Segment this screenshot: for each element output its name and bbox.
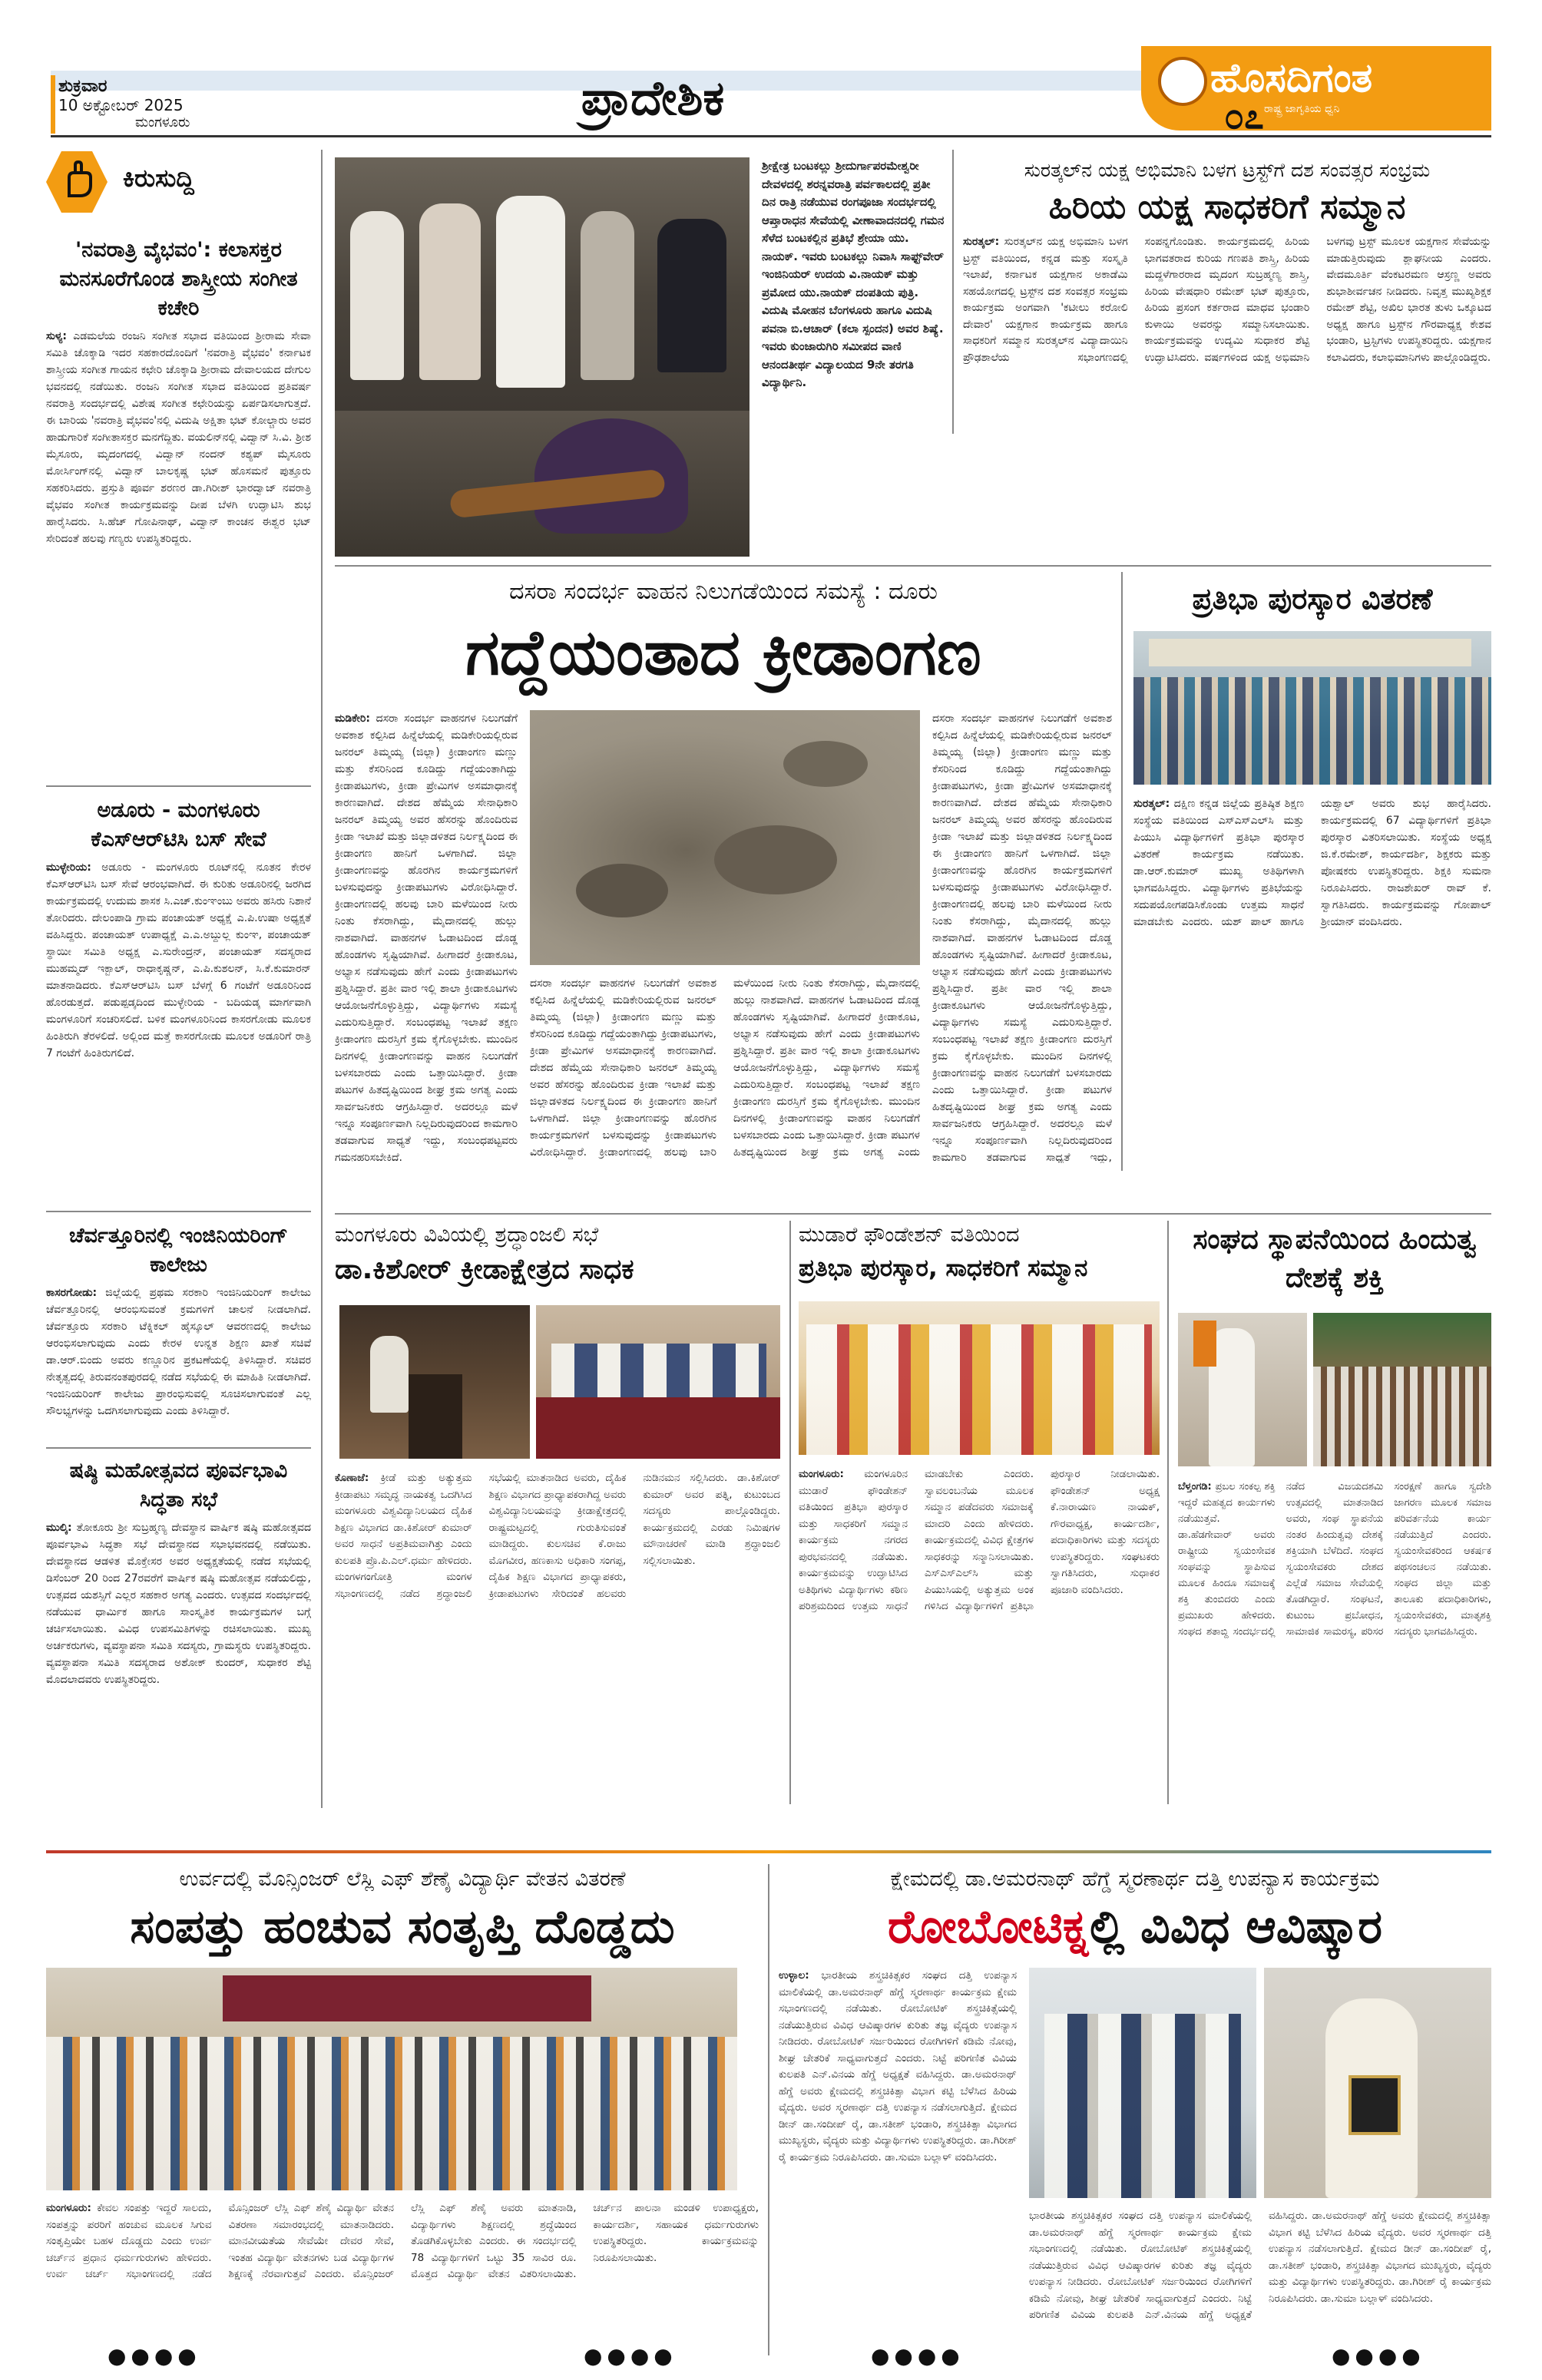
story-body bbox=[335, 710, 518, 1163]
story-kicker: ಮಂಗಳೂರು ವಿವಿಯಲ್ಲಿ ಶ್ರದ್ಧಾಂಜಲಿ ಸಭೆ bbox=[335, 1223, 599, 1247]
column-divider bbox=[1167, 1221, 1169, 1804]
masthead bbox=[0, 0, 1542, 142]
mudare-story bbox=[799, 1221, 1160, 1804]
story-body-continued bbox=[1029, 2208, 1491, 2343]
headline-rest: ನಲ್ಲಿ ವಿವಿಧ ಆವಿಷ್ಕಾರ bbox=[1089, 1900, 1382, 1954]
pratibha-group-photo bbox=[1133, 631, 1491, 785]
kirusuddi-header bbox=[46, 150, 311, 219]
story-body bbox=[1133, 795, 1491, 1164]
story-text: ಮಂಗಳೂರಿನ ಮುಡಾರೆ ಫೌಂಡೇಶನ್ ವತಿಯಿಂದ ಪ್ರತಿಭಾ ಪುರಸ್ಕಾರ ಮತ್ತು ಸಾಧಕರಿಗೆ ಸಮ್ಮಾನ ಕಾರ್ಯಕ್ರಮ ನಗರದ ಪುರಭವನದಲ್ಲಿ ನಡೆಯಿತು. ಕಾರ್ಯಕ್ರಮವನ್ನು ಉದ್ಘಾಟಿಸಿದ ಅತಿಥಿಗಳು ವಿದ್ಯಾರ್ಥಿಗಳು ಕಠಿಣ ಪರಿಶ್ರಮದಿಂದ ಉತ್ತಮ ಸಾಧನೆ ಮಾಡಬೇಕು ಎಂದರು. ಸ್ವಾವಲಂಬನೆಯ ಮೂಲಕ ಸಮ್ಮಾನ ಪಡೆದವರು ಸಮಾಜಕ್ಕೆ ಮಾದರಿ ಎಂದು ಹೇಳಿದರು. ಕಾರ್ಯಕ್ರಮದಲ್ಲಿ ವಿವಿಧ ಕ್ಷೇತ್ರಗಳ ಸಾಧಕರನ್ನು ಸನ್ಮಾನಿಸಲಾಯಿತು. ಎಸ್ಎಸ್ಎಲ್‌ಸಿ ಮತ್ತು ಪಿಯುಸಿಯಲ್ಲಿ ಅತ್ಯುತ್ತಮ ಅಂಕ ಗಳಿಸಿದ ವಿದ್ಯಾರ್ಥಿಗಳಿಗೆ ಪ್ರತಿಭಾ ಪುರಸ್ಕಾರ ನೀಡಲಾಯಿತು. ಫೌಂಡೇಶನ್ ಅಧ್ಯಕ್ಷ ಕೆ.ನಾರಾಯಣ ನಾಯಕ್, ಗೌರವಾಧ್ಯಕ್ಷ, ಕಾರ್ಯದರ್ಶಿ, ಪದಾಧಿಕಾರಿಗಳು ಮತ್ತು ಸದಸ್ಯರು ಉಪಸ್ಥಿತರಿದ್ದರು. ಸಂಘಟಕರು ಸ್ವಾಗತಿಸಿದರು, ಸುಧಾಕರ ಪೂಜಾರಿ ವಂದಿಸಿದರು. bbox=[799, 1468, 1160, 1612]
temple-photo-caption: ಶ್ರೀಕ್ಷೇತ್ರ ಬಂಟಕಲ್ಲು ಶ್ರೀದುರ್ಗಾಪರಮೇಶ್ವರೀ ದೇವಳದಲ್ಲಿ ಶರನ್ನವರಾತ್ರಿ ಪರ್ವಕಾಲದಲ್ಲಿ ಪ್ರತೀ ದಿನ ರಾತ್ರಿ ನಡೆಯುವ ರಂಗಪೂಜಾ ಸಂದರ್ಭದಲ್ಲಿ ಆಪ್ತಾರಾಧನ ಸೇವೆಯಲ್ಲಿ ವೀಣಾವಾದನದಲ್ಲಿ ಗಮನ ಸೆಳೆದ ಬಂಟಕಲ್ಲಿನ ಪ್ರತಿಭೆ ಶ್ರೇಯಾ ಯು. ನಾಯಕ್. ಇವರು ಬಂಟಕಲ್ಲು ನಿವಾಸಿ ಸಾಫ್ಟ್‌ವೇರ್ ಇಂಜಿನಿಯರ್ ಉದಯ ವಿ.ನಾಯಕ್ ಮತ್ತು ಪ್ರಮೋದ ಯು.ನಾಯಕ್ ದಂಪತಿಯ ಪುತ್ರಿ. ವಿದುಷಿ ಮೋಹನ ಬೆಂಗಳೂರು ಹಾಗೂ ವಿದುಷಿ ಪವನಾ ಬಿ.ಆಚಾರ್ (ಕಲಾ ಸ್ಪಂದನ) ಅವರ ಶಿಷ್ಯೆ. ಇವರು ಕುಂಜಾರುಗಿರಿ ಸಮೀಪದ ವಾಣಿ ಆನಂದತೀರ್ಥ ವಿದ್ಯಾಲಯದ 9ನೇ ತರಗತಿ ವಿದ್ಯಾರ್ಥಿನಿ. bbox=[762, 159, 945, 389]
kirusuddi-title: ಕಿರುಸುದ್ದಿ bbox=[123, 164, 194, 193]
photo-guests bbox=[1044, 2014, 1241, 2198]
story-body-continued bbox=[530, 975, 920, 1163]
dateline: ಉಳ್ಳಾಲ: bbox=[779, 1969, 809, 1982]
shraddhanjali-photo-left bbox=[339, 1305, 530, 1459]
story-text: ಭಾರತೀಯ ಶಸ್ತ್ರಚಿಕಿತ್ಸಕರ ಸಂಘದ ದತ್ತಿ ಉಪನ್ಯಾಸ ಮಾಲಿಕೆಯಲ್ಲಿ ಡಾ.ಅಮರನಾಥ್ ಹೆಗ್ಡೆ ಸ್ಮರಣಾರ್ಥ ಕಾರ್ಯಕ್ರಮ ಕ್ಷೇಮ ಸಭಾಂಗಣದಲ್ಲಿ ನಡೆಯಿತು. ರೋಬೋಟಿಕ್ ಶಸ್ತ್ರಚಿಕಿತ್ಸೆಯಲ್ಲಿ ನಡೆಯುತ್ತಿರುವ ವಿವಿಧ ಆವಿಷ್ಕಾರಗಳ ಕುರಿತು ತಜ್ಞ ವೈದ್ಯರು ಉಪನ್ಯಾಸ ನೀಡಿದರು. ರೋಬೋಟಿಕ್ ಸರ್ಜರಿಯಿಂದ ರೋಗಿಗಳಿಗೆ ಕಡಿಮೆ ನೋವು, ಶೀಘ್ರ ಚೇತರಿಕೆ ಸಾಧ್ಯವಾಗುತ್ತದೆ ಎಂದರು. ನಿಟ್ಟೆ ಪರಿಗಣಿತ ವಿವಿಯ ಕುಲಪತಿ ಎನ್.ವಿನಯ ಹೆಗ್ಡೆ ಅಧ್ಯಕ್ಷತೆ ವಹಿಸಿದ್ದರು. ಡಾ.ಅಮರನಾಥ್ ಹೆಗ್ಡೆ ಅವರು ಕ್ಷೇಮದಲ್ಲಿ ಶಸ್ತ್ರಚಿಕಿತ್ಸಾ ವಿಭಾಗ ಕಟ್ಟಿ ಬೆಳೆಸಿದ ಹಿರಿಯ ವೈದ್ಯರು. ಅವರ ಸ್ಮರಣಾರ್ಥ ದತ್ತಿ ಉಪನ್ಯಾಸ ನಡೆಸಲಾಗುತ್ತಿದೆ. ಕ್ಷೇಮದ ಡೀನ್ ಡಾ.ಸಂದೀಪ್ ರೈ, ಡಾ.ಸತೀಶ್ ಭಂಡಾರಿ, ಶಸ್ತ್ರಚಿಕಿತ್ಸಾ ವಿಭಾಗದ ಮುಖ್ಯಸ್ಥರು, ವೈದ್ಯರು ಮತ್ತು ವಿದ್ಯಾರ್ಥಿಗಳು ಉಪಸ್ಥಿತರಿದ್ದರು. ಡಾ.ಗಿರೀಶ್ ರೈ ಕಾರ್ಯಕ್ರಮ ನಿರೂಪಿಸಿದರು. ಡಾ.ಸುಮಾ ಬಲ್ಲಾಳ್ ವಂದಿಸಿದರು. bbox=[1029, 2210, 1491, 2321]
continued-dots: ●●●● bbox=[871, 2343, 965, 2368]
dateline: ಮುಲ್ಕಿ: bbox=[46, 1522, 72, 1534]
story-body bbox=[779, 1968, 1017, 2342]
pratibha-story bbox=[1133, 576, 1491, 1167]
dateline: ಮಂಗಳೂರು: bbox=[46, 2202, 91, 2214]
column-divider bbox=[1121, 572, 1123, 1171]
scholarship-story bbox=[46, 1864, 759, 2371]
story-headline bbox=[779, 1895, 1491, 1959]
paper-logo bbox=[1141, 46, 1491, 131]
story-body bbox=[46, 2200, 759, 2342]
temple-photo bbox=[335, 157, 749, 557]
story-headline: ಗದ್ದೆಯಂತಾದ ಕ್ರೀಡಾಂಗಣ bbox=[465, 616, 981, 689]
dateline: ಸುಳ್ಯ: bbox=[46, 330, 68, 342]
sidebar-item-body bbox=[46, 328, 311, 547]
sidebar-item-text: ಎಡಮಲೆಯ ರಂಜನಿ ಸಂಗೀತ ಸಭಾದ ವತಿಯಿಂದ ಶ್ರೀರಾಮ ಸೇವಾ ಸಮಿತಿ ಚೊಕ್ಕಾಡಿ ಇದರ ಸಹಕಾರದೊಂದಿಗೆ 'ನವರಾತ್ರಿ ವೈಭವಂ' ಕರ್ನಾಟಕ ಶಾಸ್ತ್ರೀಯ ಸಂಗೀತ ಗಾಯನ ಕಛೇರಿ ಚೊಕ್ಕಾಡಿ ಶ್ರೀರಾಮ ದೇವಾಲಯದ ದೇಗುಲ ಭವನದಲ್ಲಿ ನಡೆಯಿತು. ರಂಜನಿ ಸಂಗೀತ ಸಭಾದ ವತಿಯಿಂದ ಪ್ರತಿವರ್ಷ ನವರಾತ್ರಿ ಸಂದರ್ಭದಲ್ಲಿ ವಿಶೇಷ ಸಂಗೀತ ಕಛೇರಿಯನ್ನು ಏರ್ಪಡಿಸಲಾಗುತ್ತದೆ. ಈ ಬಾರಿಯ 'ನವರಾತ್ರಿ ವೈಭವಂ'ನಲ್ಲಿ ವಿದುಷಿ ಅಕ್ಷಿತಾ ಭಟ್ ಕೋಲ್ಚಾರು ಅವರ ಹಾಡುಗಾರಿಕೆ ಸಂಗೀತಾಸಕ್ತರ ಮನಗೆದ್ದಿತು. ವಯಲಿನ್‌ನಲ್ಲಿ ವಿದ್ವಾನ್ ಸಿ.ವಿ. ಶ್ರೀಶ ಮೈಸೂರು, ಮೃದಂಗದಲ್ಲಿ ವಿದ್ವಾನ್ ನಂದನ್ ಕಶ್ಯಪ್ ಮೈಸೂರು ಮೋರ್ಸಿಂಗ್‌ನಲ್ಲಿ ವಿದ್ವಾನ್ ಬಾಲಕೃಷ್ಣ ಭಟ್ ಹೊಸಮನೆ ಪುತ್ತೂರು ಸಹಕರಿಸಿದರು. ಪ್ರಸ್ತುತಿ ಪೂರ್ವ ಶರಣರ ಡಾ.ಗಿರೀಶ್ ಭಾರದ್ವಾಜ್ ನವರಾತ್ರಿ ವೈಭವಂ ಸಂಗೀತ ಕಾರ್ಯಕ್ರಮವನ್ನು ದೀಪ ಬೆಳಗಿ ಉದ್ಘಾಟಿಸಿ ಶುಭ ಹಾರೈಸಿದರು. ಸಿ.ಹೆಚ್ ಗೋಪಿನಾಥ್, ವಿದ್ವಾನ್ ಕಾಂಚನ ಈಶ್ವರ ಭಟ್ ಸೇರಿದಂತೆ ಹಲವು ಗಣ್ಯರು ಉಪಸ್ಥಿತರಿದ್ದರು. bbox=[46, 330, 311, 545]
photo-figure bbox=[657, 219, 726, 372]
story-headline: ಸಂಘದ ಸ್ಥಾಪನೆಯಿಂದ ಹಿಂದುತ್ವ ದೇಶಕ್ಕೆ ಶಕ್ತಿ bbox=[1193, 1224, 1477, 1294]
sidebar-item-headline: 'ನವರಾತ್ರಿ ವೈಭವಂ': ಕಲಾಸಕ್ತರ ಮನಸೂರೆಗೊಂಡ ಶಾಸ್ತ್ರೀಯ ಸಂಗೀತ ಕಚೇರಿ bbox=[59, 238, 298, 320]
story-body bbox=[963, 234, 1491, 432]
story-headline: ಪ್ರತಿಭಾ ಪುರಸ್ಕಾರ, ಸಾಧಕರಿಗೆ ಸಮ್ಮಾನ bbox=[799, 1254, 1088, 1282]
sidebar-item-text: ಅಡೂರು - ಮಂಗಳೂರು ರೂಟ್‌ನಲ್ಲಿ ನೂತನ ಕೇರಳ ಕೆಎಸ್‌ಆರ್‌ಟಿಸಿ ಬಸ್ ಸೇವೆ ಆರಂಭವಾಗಿದೆ. ಈ ಕುರಿತು ಅಡೂರಿನಲ್ಲಿ ಜರಗಿದ ಕಾರ್ಯಕ್ರಮದಲ್ಲಿ ಉದುಮ ಶಾಸಕ ಸಿ.ಎಚ್.ಕುಂಞಂಬು ಅವರು ಹಸಿರು ನಿಶಾನೆ ತೋರಿದರು. ದೇಲಂಪಾಡಿ ಗ್ರಾಮ ಪಂಚಾಯತ್ ಅಧ್ಯಕ್ಷೆ ಎ.ಪಿ.ಉಷಾ ಅಧ್ಯಕ್ಷತೆ ವಹಿಸಿದ್ದರು. ಪಂಚಾಯತ್ ಉಪಾಧ್ಯಕ್ಷೆ ಎ.ಎ.ಅಬ್ದುಲ್ಲ ಕುಂಞ, ಪಂಚಾಯತ್ ಸ್ಥಾಯೀ ಸಮಿತಿ ಅಧ್ಯಕ್ಷ ಎ.ಸುರೇಂದ್ರನ್, ಪಂಚಾಯತ್ ಸದಸ್ಯರಾದ ಮುಹಮ್ಮದ್ ಇಕ್ಬಾಲ್, ರಾಧಾಕೃಷ್ಣನ್, ಎ.ಪಿ.ಕುಶಲನ್, ಸಿ.ಕೆ.ಕುಮಾರನ್ ಮಾತನಾಡಿದರು. ಕೆಎಸ್‌ಆರ್‌ಟಿಸಿ ಬಸ್ ಬೆಳಗ್ಗೆ 6 ಗಂಟೆಗೆ ಅಡೂರಿನಿಂದ ಹೊರಡುತ್ತದೆ. ಪಡುಪ್ಪಡ್ಕದಿಂದ ಮುಳ್ಳೇರಿಯ - ಬದಿಯಡ್ಕ ಮಾರ್ಗವಾಗಿ ಮಂಗಳೂರಿಗೆ ಸಂಚರಿಸಲಿದೆ. ಬಳಿಕ ಮಂಗಳೂರಿನಿಂದ ಕಾಸರಗೋಡು ಮೂಲಕ ಹಿಂತಿರುಗಿ ತೆರಳಲಿದೆ. ಅಲ್ಲಿಂದ ಮತ್ತೆ ಕಾಸರಗೋಡು ಮೂಲಕ ಅಡೂರಿಗೆ ರಾತ್ರಿ 7 ಗಂಟೆಗೆ ಹಿಂತಿರುಗಲಿದೆ. bbox=[46, 861, 312, 1059]
sidebar bbox=[46, 150, 311, 1808]
story-text: ದಸರಾ ಸಂದರ್ಭ ವಾಹನಗಳ ನಿಲುಗಡೆಗೆ ಅವಕಾಶ ಕಲ್ಪಿಸಿದ ಹಿನ್ನೆಲೆಯಲ್ಲಿ ಮಡಿಕೇರಿಯಲ್ಲಿರುವ ಜನರಲ್ ತಿಮ್ಮಯ್ಯ (ಜಿಲ್ಲಾ) ಕ್ರೀಡಾಂಗಣ ಮಣ್ಣು ಮತ್ತು ಕೆಸರಿನಿಂದ ಕೂಡಿದ್ದು ಗದ್ದೆಯಂತಾಗಿದ್ದು ಕ್ರೀಡಾಪಟುಗಳು, ಕ್ರೀಡಾ ಪ್ರೇಮಿಗಳ ಅಸಮಾಧಾನಕ್ಕೆ ಕಾರಣವಾಗಿದೆ. ದೇಶದ ಹೆಮ್ಮೆಯ ಸೇನಾಧಿಕಾರಿ ಜನರಲ್ ತಿಮ್ಮಯ್ಯ ಅವರ ಹೆಸರನ್ನು ಹೊಂದಿರುವ ಕ್ರೀಡಾ ಇಲಾಖೆ ಮತ್ತು ಜಿಲ್ಲಾಡಳಿತದ ನಿರ್ಲಕ್ಷ್ಯದಿಂದ ಈ ಕ್ರೀಡಾಂಗಣ ಹಾನಿಗೆ ಒಳಗಾಗಿದೆ. ಜಿಲ್ಲಾ ಕ್ರೀಡಾಂಗಣವನ್ನು ಹೊರಗಿನ ಕಾರ್ಯಕ್ರಮಗಳಿಗೆ ಬಳಸುವುದನ್ನು ಕ್ರೀಡಾಪಟುಗಳು ವಿರೋಧಿಸಿದ್ದಾರೆ. ಕ್ರೀಡಾಂಗಣದಲ್ಲಿ ಹಲವು ಬಾರಿ ಮಳೆಯಿಂದ ನೀರು ನಿಂತು ಕೆಸರಾಗಿದ್ದು, ಮೈದಾನದಲ್ಲಿ ಹುಲ್ಲು ನಾಶವಾಗಿದೆ. ವಾಹನಗಳ ಓಡಾಟದಿಂದ ದೊಡ್ಡ ಹೊಂಡಗಳು ಸೃಷ್ಟಿಯಾಗಿವೆ. ಹೀಗಾದರೆ ಕ್ರೀಡಾಕೂಟ, ಅಭ್ಯಾಸ ನಡೆಸುವುದು ಹೇಗೆ ಎಂದು ಕ್ರೀಡಾಪಟುಗಳು ಪ್ರಶ್ನಿಸಿದ್ದಾರೆ. ಪ್ರತೀ ವಾರ ಇಲ್ಲಿ ಶಾಲಾ ಕ್ರೀಡಾಕೂಟಗಳು ಆಯೋಜನೆಗೊಳ್ಳುತ್ತಿದ್ದು, ವಿದ್ಯಾರ್ಥಿಗಳು ಸಮಸ್ಯೆ ಎದುರಿಸುತ್ತಿದ್ದಾರೆ. ಸಂಬಂಧಪಟ್ಟ ಇಲಾಖೆ ತಕ್ಷಣ ಕ್ರೀಡಾಂಗಣ ದುರಸ್ತಿಗೆ ಕ್ರಮ ಕೈಗೊಳ್ಳಬೇಕು. ಮುಂದಿನ ದಿನಗಳಲ್ಲಿ ಕ್ರೀಡಾಂಗಣವನ್ನು ವಾಹನ ನಿಲುಗಡೆಗೆ ಬಳಸಬಾರದು ಎಂದು ಒತ್ತಾಯಿಸಿದ್ದಾರೆ. ಕ್ರೀಡಾ ಪಟುಗಳ ಹಿತದೃಷ್ಟಿಯಿಂದ ಶೀಘ್ರ ಕ್ರಮ ಅಗತ್ಯ ಎಂದು bbox=[530, 977, 920, 1159]
sidebar-item-headline: ಷಷ್ಠಿ ಮಹೋತ್ಸವದ ಪೂರ್ವಭಾವಿ ಸಿದ್ಧತಾ ಸಭೆ bbox=[69, 1459, 288, 1512]
sidebar-item-headline: ಚೆರ್ವತ್ತೂರಿನಲ್ಲಿ ಇಂಜಿನಿಯರಿಂಗ್ ಕಾಲೇಜು bbox=[69, 1224, 288, 1277]
story-text: ಕ್ರೀಡೆ ಮತ್ತು ಅತ್ಯುತ್ತಮ ಕ್ರೀಡಾಪಟು ಸಮೃದ್ಧ ನಾಯಕತ್ವ ಒದಗಿಸಿದ ಮಂಗಳೂರು ವಿಶ್ವವಿದ್ಯಾನಿಲಯದ ದೈಹಿಕ ಶಿಕ್ಷಣ ವಿಭಾಗದ ಡಾ.ಕಿಶೋರ್ ಕುಮಾರ್ ಅವರ ಸಾಧನೆ ಅಪ್ರತಿಮವಾಗಿತ್ತು ಎಂದು ಕುಲಪತಿ ಪ್ರೊ.ಪಿ.ಎಲ್.ಧರ್ಮ ಹೇಳಿದರು. ಮಂಗಳಗಂಗೋತ್ರಿ ಮಂಗಳ ಸಭಾಂಗಣದಲ್ಲಿ ನಡೆದ ಶ್ರದ್ಧಾಂಜಲಿ ಸಭೆಯಲ್ಲಿ ಮಾತನಾಡಿದ ಅವರು, ದೈಹಿಕ ಶಿಕ್ಷಣ ವಿಭಾಗದ ಪ್ರಾಧ್ಯಾಪಕರಾಗಿದ್ದ ಅವರು ವಿಶ್ವವಿದ್ಯಾನಿಲಯವನ್ನು ಕ್ರೀಡಾಕ್ಷೇತ್ರದಲ್ಲಿ ರಾಷ್ಟ್ರಮಟ್ಟದಲ್ಲಿ ಗುರುತಿಸುವಂತೆ ಮಾಡಿದ್ದರು. ಕುಲಸಚಿವ ಕೆ.ರಾಜು ಮೊಗವೀರ, ಹಣಕಾಸು ಅಧಿಕಾರಿ ಸಂಗಪ್ಪ, ದೈಹಿಕ ಶಿಕ್ಷಣ ವಿಭಾಗದ ಪ್ರಾಧ್ಯಾಪಕರು, ಕ್ರೀಡಾಪಟುಗಳು ಸೇರಿದಂತೆ ಹಲವರು ನುಡಿನಮನ ಸಲ್ಲಿಸಿದರು. ಡಾ.ಕಿಶೋರ್ ಕುಮಾರ್ ಅವರ ಪತ್ನಿ, ಕುಟುಂಬದ ಸದಸ್ಯರು ಪಾಲ್ಗೊಂಡಿದ್ದರು. ಕಾರ್ಯಕ್ರಮದಲ್ಲಿ ಎರಡು ನಿಮಿಷಗಳ ಮೌನಾಚರಣೆ ಮಾಡಿ ಶ್ರದ್ಧಾಂಜಲಿ ಸಲ್ಲಿಸಲಾಯಿತು. bbox=[335, 1472, 780, 1600]
column-divider bbox=[768, 1864, 769, 2355]
sidebar-item-text: ತೋಕೂರು ಶ್ರೀ ಸುಬ್ರಹ್ಮಣ್ಯ ದೇವಸ್ಥಾನ ವಾರ್ಷಿಕ ಷಷ್ಠಿ ಮಹೋತ್ಸವದ ಪೂರ್ವಭಾವಿ ಸಿದ್ಧತಾ ಸಭೆ ದೇವಸ್ಥಾನದ ಸಭಾಭವನದಲ್ಲಿ ನಡೆಯಿತು. ದೇವಸ್ಥಾನದ ಆಡಳಿತ ಮೊಕ್ತೇಸರ ಅವರ ಅಧ್ಯಕ್ಷತೆಯಲ್ಲಿ ನಡೆದ ಸಭೆಯಲ್ಲಿ ಡಿಸೆಂಬರ್ 20 ರಿಂದ 27ರವರೆಗೆ ವಾರ್ಷಿಕ ಷಷ್ಠಿ ಮಹೋತ್ಸವ ನಡೆಯಲಿದ್ದು, ಉತ್ಸವದ ಯಶಸ್ಸಿಗೆ ಎಲ್ಲರ ಸಹಕಾರ ಅಗತ್ಯ ಎಂದರು. ಉತ್ಸವದ ಸಂದರ್ಭದಲ್ಲಿ ನಡೆಯುವ ಧಾರ್ಮಿಕ ಹಾಗೂ ಸಾಂಸ್ಕೃತಿಕ ಕಾರ್ಯಕ್ರಮಗಳ ಬಗ್ಗೆ ಚರ್ಚಿಸಲಾಯಿತು. ವಿವಿಧ ಉಪಸಮಿತಿಗಳನ್ನು ರಚಿಸಲಾಯಿತು. ಮುಖ್ಯ ಅರ್ಚಕರುಗಳು, ವ್ಯವಸ್ಥಾಪನಾ ಸಮಿತಿ ಸದಸ್ಯರು, ಗ್ರಾಮಸ್ಥರು ಉಪಸ್ಥಿತರಿದ್ದರು. ವ್ಯವಸ್ಥಾಪನಾ ಸಮಿತಿ ಸದಸ್ಯರಾದ ಅಶೋಕ್ ಕುಂದರ್, ಸುಧಾಕರ ಶೆಟ್ಟಿ ಮೊದಲಾದವರು ಉಪಸ್ಥಿತರಿದ್ದರು. bbox=[46, 1522, 311, 1686]
continued-dots: ●●●● bbox=[584, 2343, 677, 2368]
column-divider bbox=[321, 150, 323, 1808]
divider bbox=[335, 565, 1491, 567]
sidebar-item bbox=[46, 796, 311, 1062]
dateline: ಮಡಿಕೇರಿ: bbox=[335, 712, 371, 725]
sidebar-item-body bbox=[46, 1284, 311, 1420]
column-divider bbox=[789, 1221, 791, 1804]
story-body-continued bbox=[932, 710, 1112, 1163]
story-text: ಸುರತ್ಕಲ್‌ನ ಯಕ್ಷ ಅಭಿಮಾನಿ ಬಳಗ ಟ್ರಸ್ಟ್ ವತಿಯಿಂದ, ಕನ್ನಡ ಮತ್ತು ಸಂಸ್ಕೃತಿ ಇಲಾಖೆ, ಕರ್ನಾಟಕ ಯಕ್ಷಗಾನ ಅಕಾಡೆಮಿ ಸಹಯೋಗದಲ್ಲಿ ಟ್ರಸ್ಟ್‌ನ ದಶ ಸಂವತ್ಸರ ಸಂಭ್ರಮ ಕಾರ್ಯಕ್ರಮ ಅಂಗವಾಗಿ 'ಕಟೀಲು ಕರೋಲಿ ದೇವಾರ' ಯಕ್ಷಗಾನ ಕಾರ್ಯಕ್ರಮ ಹಾಗೂ ಸಾಧಕರಿಗೆ ಸಮ್ಮಾನ ಸುರತ್ಕಲ್‌ನ ವಿದ್ಯಾದಾಯಿನಿ ಪ್ರೌಢಶಾಲೆಯ ಸಭಾಂಗಣದಲ್ಲಿ ಸಂಪನ್ನಗೊಂಡಿತು. ಕಾರ್ಯಕ್ರಮದಲ್ಲಿ ಹಿರಿಯ ಭಾಗವತರಾದ ಕುರಿಯ ಗಣಪತಿ ಶಾಸ್ತ್ರಿ, ಹಿರಿಯ ಮದ್ದಳೆಗಾರರಾದ ಮೃದಂಗ ಸುಬ್ರಹ್ಮಣ್ಯ ಶಾಸ್ತ್ರಿ, ಹಿರಿಯ ವೇಷಧಾರಿ ರಮೇಶ್ ಭಟ್ ಪುತ್ತೂರು, ಹಿರಿಯ ಪ್ರಸಂಗ ಕರ್ತರಾದ ಮಾಧವ ಭಂಡಾರಿ ಕುಳಾಯಿ ಅವರನ್ನು ಸಮ್ಮಾನಿಸಲಾಯಿತು. ಕಾರ್ಯಕ್ರಮವನ್ನು ಉದ್ಯಮಿ ಸುಧಾಕರ ಶೆಟ್ಟಿ ಉದ್ಘಾಟಿಸಿದರು. ವರ್ಷಗಳಿಂದ ಯಕ್ಷ ಅಭಿಮಾನಿ ಬಳಗವು ಟ್ರಸ್ಟ್ ಮೂಲಕ ಯಕ್ಷಗಾನ ಸೇವೆಯನ್ನು ಮಾಡುತ್ತಿರುವುದು ಶ್ಲಾಘನೀಯ ಎಂದರು. ವೇದಮೂರ್ತಿ ವೆಂಕಟರಮಣ ಆಸ್ರಣ್ಣ ಅವರು ಶುಭಾಶೀರ್ವಚನ ನೀಡಿದರು. ನಿವೃತ್ತ ಮುಖ್ಯಶಿಕ್ಷಕ ರಮೇಶ್ ಶೆಟ್ಟಿ, ಅಖಿಲ ಭಾರತ ತುಳು ಒಕ್ಕೂಟದ ಅಧ್ಯಕ್ಷ ಹಾಗೂ ಟ್ರಸ್ಟ್‌ನ ಗೌರವಾಧ್ಯಕ್ಷ ಕೇಶವ ಭಂಡಾರಿ, ಟ್ರಸ್ಟಿಗಳು ಉಪಸ್ಥಿತರಿದ್ದರು. ಯಕ್ಷಗಾನ ಕಲಾವಿದರು, ಕಲಾಭಿಮಾನಿಗಳು ಪಾಲ್ಗೊಂಡಿದ್ದರು. bbox=[963, 236, 1491, 364]
stadium-story bbox=[335, 576, 1112, 1167]
continued-dots: ●●●● bbox=[1332, 2343, 1425, 2368]
headline-highlight: ರೋಬೋಟಿಕ್ bbox=[888, 1900, 1090, 1954]
dateline: ಕಾಸರಗೋಡು: bbox=[46, 1287, 98, 1299]
photo-pothole bbox=[783, 741, 868, 787]
story-text: ದಸರಾ ಸಂದರ್ಭ ವಾಹನಗಳ ನಿಲುಗಡೆಗೆ ಅವಕಾಶ ಕಲ್ಪಿಸಿದ ಹಿನ್ನೆಲೆಯಲ್ಲಿ ಮಡಿಕೇರಿಯಲ್ಲಿರುವ ಜನರಲ್ ತಿಮ್ಮಯ್ಯ (ಜಿಲ್ಲಾ) ಕ್ರೀಡಾಂಗಣ ಮಣ್ಣು ಮತ್ತು ಕೆಸರಿನಿಂದ ಕೂಡಿದ್ದು ಗದ್ದೆಯಂತಾಗಿದ್ದು ಕ್ರೀಡಾಪಟುಗಳು, ಕ್ರೀಡಾ ಪ್ರೇಮಿಗಳ ಅಸಮಾಧಾನಕ್ಕೆ ಕಾರಣವಾಗಿದೆ. ದೇಶದ ಹೆಮ್ಮೆಯ ಸೇನಾಧಿಕಾರಿ ಜನರಲ್ ತಿಮ್ಮಯ್ಯ ಅವರ ಹೆಸರನ್ನು ಹೊಂದಿರುವ ಕ್ರೀಡಾ ಇಲಾಖೆ ಮತ್ತು ಜಿಲ್ಲಾಡಳಿತದ ನಿರ್ಲಕ್ಷ್ಯದಿಂದ ಈ ಕ್ರೀಡಾಂಗಣ ಹಾನಿಗೆ ಒಳಗಾಗಿದೆ. ಜಿಲ್ಲಾ ಕ್ರೀಡಾಂಗಣವನ್ನು ಹೊರಗಿನ ಕಾರ್ಯಕ್ರಮಗಳಿಗೆ ಬಳಸುವುದನ್ನು ಕ್ರೀಡಾಪಟುಗಳು ವಿರೋಧಿಸಿದ್ದಾರೆ. ಕ್ರೀಡಾಂಗಣದಲ್ಲಿ ಹಲವು ಬಾರಿ ಮಳೆಯಿಂದ ನೀರು ನಿಂತು ಕೆಸರಾಗಿದ್ದು, ಮೈದಾನದಲ್ಲಿ ಹುಲ್ಲು ನಾಶವಾಗಿದೆ. ವಾಹನಗಳ ಓಡಾಟದಿಂದ ದೊಡ್ಡ ಹೊಂಡಗಳು ಸೃಷ್ಟಿಯಾಗಿವೆ. ಹೀಗಾದರೆ ಕ್ರೀಡಾಕೂಟ, ಅಭ್ಯಾಸ ನಡೆಸುವುದು ಹೇಗೆ ಎಂದು ಕ್ರೀಡಾಪಟುಗಳು ಪ್ರಶ್ನಿಸಿದ್ದಾರೆ. ಪ್ರತೀ ವಾರ ಇಲ್ಲಿ ಶಾಲಾ ಕ್ರೀಡಾಕೂಟಗಳು ಆಯೋಜನೆಗೊಳ್ಳುತ್ತಿದ್ದು, ವಿದ್ಯಾರ್ಥಿಗಳು ಸಮಸ್ಯೆ ಎದುರಿಸುತ್ತಿದ್ದಾರೆ. ಸಂಬಂಧಪಟ್ಟ ಇಲಾಖೆ ತಕ್ಷಣ ಕ್ರೀಡಾಂಗಣ ದುರಸ್ತಿಗೆ ಕ್ರಮ ಕೈಗೊಳ್ಳಬೇಕು. ಮುಂದಿನ ದಿನಗಳಲ್ಲಿ ಕ್ರೀಡಾಂಗಣವನ್ನು ವಾಹನ ನಿಲುಗಡೆಗೆ ಬಳಸಬಾರದು ಎಂದು ಒತ್ತಾಯಿಸಿದ್ದಾರೆ. ಕ್ರೀಡಾ ಪಟುಗಳ ಹಿತದೃಷ್ಟಿಯಿಂದ ಶೀಘ್ರ ಕ್ರಮ ಅಗತ್ಯ ಎಂದು ಸಾರ್ವಜನಿಕರು ಆಗ್ರಹಿಸಿದ್ದಾರೆ. ಅದರಲ್ಲೂ ಮಳೆ ಇನ್ನೂ ಸಂಪೂರ್ಣವಾಗಿ ನಿಲ್ಲದಿರುವುದರಿಂದ ಕಾಮಗಾರಿ ತಡವಾಗುವ ಸಾಧ್ಯತೆ ಇದ್ದು, ಸಂಬಂಧಪಟ್ಟವರು ಗಮನಹರಿಸಬೇಕಿದೆ. bbox=[335, 712, 518, 1163]
sidebar-item bbox=[46, 236, 311, 547]
dateline: ಸುರತ್ಕಲ್: bbox=[963, 236, 1000, 248]
robotics-photo-right bbox=[1264, 1968, 1491, 2198]
date-label: 10 ಅಕ್ಟೋಬರ್ 2025 bbox=[58, 96, 184, 114]
dateline: ಮಂಗಳೂರು: bbox=[799, 1468, 844, 1480]
yakshagana-story bbox=[963, 157, 1491, 434]
column-divider bbox=[952, 150, 954, 434]
photo-speaker bbox=[370, 1336, 409, 1413]
robotics-photo-left bbox=[1029, 1968, 1256, 2198]
story-kicker: ಸುರತ್ಕಲ್‌ನ ಯಕ್ಷ ಅಭಿಮಾನಿ ಬಳಗ ಟ್ರಸ್ಟ್‌ಗೆ ದಶ ಸಂವತ್ಸರ ಸಂಭ್ರಮ bbox=[1024, 159, 1431, 181]
divider bbox=[46, 1211, 311, 1212]
hand-icon bbox=[46, 151, 108, 213]
story-headline: ಹಿರಿಯ ಯಕ್ಷ ಸಾಧಕರಿಗೆ ಸಮ್ಮಾನ bbox=[1048, 187, 1406, 226]
bottom-divider bbox=[46, 1850, 1491, 1853]
logo-tagline: ರಾಷ್ಟ್ರ ಜಾಗೃತಿಯ ಧ್ವನಿ bbox=[1264, 103, 1340, 115]
photo-frame bbox=[1348, 2075, 1401, 2135]
photo-people bbox=[806, 1324, 1152, 1455]
photo-podium bbox=[409, 1374, 462, 1459]
shraddhanjali-story bbox=[335, 1221, 780, 1804]
day-label: ಶುಕ್ರವಾರ bbox=[58, 77, 108, 96]
photo-pothole bbox=[714, 825, 837, 894]
photo-figure bbox=[350, 211, 404, 380]
scholarship-photo bbox=[46, 1968, 737, 2190]
story-headline: ಪ್ರತಿಭಾ ಪುರಸ್ಕಾರ ವಿತರಣೆ bbox=[1192, 582, 1433, 616]
photo-students bbox=[46, 2037, 737, 2190]
sangha-photo-right bbox=[1313, 1313, 1491, 1466]
mudare-photo bbox=[799, 1301, 1160, 1455]
hand-glyph-icon bbox=[46, 151, 108, 213]
story-headline: ಸಂಪತ್ತು ಹಂಚುವ ಸಂತೃಪ್ತಿ ದೊಡ್ಡದು bbox=[130, 1900, 675, 1954]
sangha-story bbox=[1178, 1221, 1491, 1804]
section-title: ಪ್ರಾದೇಶಿಕ bbox=[581, 70, 725, 126]
photo-figure bbox=[419, 203, 481, 380]
story-headline: ಡಾ.ಕಿಶೋರ್ ಕ್ರೀಡಾಕ್ಷೇತ್ರದ ಸಾಧಕ bbox=[335, 1254, 634, 1285]
robotics-story bbox=[779, 1864, 1491, 2371]
photo-rally bbox=[1313, 1367, 1491, 1466]
sidebar-item-text: ಜಿಲ್ಲೆಯಲ್ಲಿ ಪ್ರಥಮ ಸರಕಾರಿ ಇಂಜಿನಿಯರಿಂಗ್ ಕಾಲೇಜು ಚೆರ್ವತ್ತೂರಿನಲ್ಲಿ ಆರಂಭಿಸುವಂತೆ ಕ್ರಮಗಳಿಗೆ ಚಾಲನೆ ನೀಡಲಾಗಿದೆ. ಚೆರ್ವತ್ತೂರು ಸರಕಾರಿ ಟೆಕ್ನಿಕಲ್ ಹೈಸ್ಕೂಲ್ ಆವರಣದಲ್ಲಿ ಕಾಲೇಜು ಆರಂಭಿಸಲಾಗುವುದು ಎಂದು ಕೇರಳ ಉನ್ನತ ಶಿಕ್ಷಣ ಖಾತೆ ಸಚಿವೆ ಡಾ.ಆರ್.ಬಿಂದು ಅವರು ಕಣ್ಣೂರಿನ ಪ್ರಕಟಣೆಯಲ್ಲಿ ತಿಳಿಸಿದ್ದಾರೆ. ಸಚಿವರ ನೇತೃತ್ವದಲ್ಲಿ ತಿರುವನಂತಪುರದಲ್ಲಿ ನಡೆದ ಸಭೆಯಲ್ಲಿ ಈ ಮಾಹಿತಿ ನೀಡಲಾಗಿದೆ. ಇಂಜಿನಿಯರಿಂಗ್ ಕಾಲೇಜು ಪ್ರಾರಂಭಿಸುವಲ್ಲಿ ಸೂಚಿಸಲಾಗುವಂತೆ ಎಲ್ಲ ಸೌಲಭ್ಯಗಳನ್ನು ಒದಗಿಸಲಾಗುವುದು ಎಂದು ತಿಳಿಸಿದ್ದಾರೆ. bbox=[46, 1287, 312, 1417]
date-box bbox=[51, 77, 250, 135]
divider bbox=[46, 785, 311, 787]
date-box-bar bbox=[51, 75, 55, 134]
story-text: ಕೇವಲ ಸಂಪತ್ತು ಇದ್ದರೆ ಸಾಲದು, ಸಂಪತ್ತನ್ನು ಪರರಿಗೆ ಹಂಚುವ ಮೂಲಕ ಸಿಗುವ ಸಂತೃಪ್ತಿಯೇ ಬಹಳ ದೊಡ್ಡದು ಎಂದು ಉರ್ವ ಚರ್ಚ್‌ನ ಪ್ರಧಾನ ಧರ್ಮಗುರುಗಳು ಹೇಳಿದರು. ಉರ್ವ ಚರ್ಚ್ ಸಭಾಂಗಣದಲ್ಲಿ ನಡೆದ ಮೊನ್ಸಿಂಜರ್ ಲೆಸ್ಲಿ ಎಫ್ ಶೆಣೈ ವಿದ್ಯಾರ್ಥಿ ವೇತನ ವಿತರಣಾ ಸಮಾರಂಭದಲ್ಲಿ ಮಾತನಾಡಿದರು. ಮಾನವೀಯತೆಯ ಸೇವೆಯೇ ದೇವರ ಸೇವೆ, ಇಂತಹ ವಿದ್ಯಾರ್ಥಿ ವೇತನಗಳು ಬಡ ವಿದ್ಯಾರ್ಥಿಗಳ ಶಿಕ್ಷಣಕ್ಕೆ ನೆರವಾಗುತ್ತವೆ ಎಂದರು. ಮೊನ್ಸಿಂಜರ್ ಲೆಸ್ಲಿ ಎಫ್ ಶೆಣೈ ಅವರು ಮಾತನಾಡಿ, ವಿದ್ಯಾರ್ಥಿಗಳು ಶಿಕ್ಷಣದಲ್ಲಿ ಶ್ರದ್ಧೆಯಿಂದ ತೊಡಗಿಕೊಳ್ಳಬೇಕು ಎಂದರು. ಈ ಸಂದರ್ಭದಲ್ಲಿ 78 ವಿದ್ಯಾರ್ಥಿಗಳಿಗೆ ಒಟ್ಟು 35 ಸಾವಿರ ರೂ. ಮೊತ್ತದ ವಿದ್ಯಾರ್ಥಿ ವೇತನ ವಿತರಿಸಲಾಯಿತು. ಚರ್ಚ್‌ನ ಪಾಲನಾ ಮಂಡಳಿ ಉಪಾಧ್ಯಕ್ಷರು, ಕಾರ್ಯದರ್ಶಿ, ಸಹಾಯಕ ಧರ್ಮಗುರುಗಳು ಉಪಸ್ಥಿತರಿದ್ದರು. ಕಾರ್ಯಕ್ರಮವನ್ನು ನಿರೂಪಿಸಲಾಯಿತು. bbox=[46, 2202, 759, 2280]
photo-figure bbox=[496, 196, 565, 388]
sidebar-item-body bbox=[46, 1519, 311, 1688]
photo-guests bbox=[551, 1344, 766, 1397]
dateline: ಸುರತ್ಕಲ್: bbox=[1133, 798, 1170, 810]
photo-crowd bbox=[1133, 677, 1491, 785]
photo-dais bbox=[536, 1397, 780, 1459]
story-body bbox=[799, 1466, 1160, 1800]
divider bbox=[46, 1447, 311, 1449]
logo-text: ಹೊಸದಿಗಂತ bbox=[1210, 55, 1373, 101]
dateline: ಕೊಣಾಜೆ: bbox=[335, 1472, 369, 1484]
sidebar-item bbox=[46, 1221, 311, 1420]
story-body bbox=[1178, 1479, 1491, 1801]
sidebar-item-body bbox=[46, 859, 311, 1062]
story-text: ಭಾರತೀಯ ಶಸ್ತ್ರಚಿಕಿತ್ಸಕರ ಸಂಘದ ದತ್ತಿ ಉಪನ್ಯಾಸ ಮಾಲಿಕೆಯಲ್ಲಿ ಡಾ.ಅಮರನಾಥ್ ಹೆಗ್ಡೆ ಸ್ಮರಣಾರ್ಥ ಕಾರ್ಯಕ್ರಮ ಕ್ಷೇಮ ಸಭಾಂಗಣದಲ್ಲಿ ನಡೆಯಿತು. ರೋಬೋಟಿಕ್ ಶಸ್ತ್ರಚಿಕಿತ್ಸೆಯಲ್ಲಿ ನಡೆಯುತ್ತಿರುವ ವಿವಿಧ ಆವಿಷ್ಕಾರಗಳ ಕುರಿತು ತಜ್ಞ ವೈದ್ಯರು ಉಪನ್ಯಾಸ ನೀಡಿದರು. ರೋಬೋಟಿಕ್ ಸರ್ಜರಿಯಿಂದ ರೋಗಿಗಳಿಗೆ ಕಡಿಮೆ ನೋವು, ಶೀಘ್ರ ಚೇತರಿಕೆ ಸಾಧ್ಯವಾಗುತ್ತದೆ ಎಂದರು. ನಿಟ್ಟೆ ಪರಿಗಣಿತ ವಿವಿಯ ಕುಲಪತಿ ಎನ್.ವಿನಯ ಹೆಗ್ಡೆ ಅಧ್ಯಕ್ಷತೆ ವಹಿಸಿದ್ದರು. ಡಾ.ಅಮರನಾಥ್ ಹೆಗ್ಡೆ ಅವರು ಕ್ಷೇಮದಲ್ಲಿ ಶಸ್ತ್ರಚಿಕಿತ್ಸಾ ವಿಭಾಗ ಕಟ್ಟಿ ಬೆಳೆಸಿದ ಹಿರಿಯ ವೈದ್ಯರು. ಅವರ ಸ್ಮರಣಾರ್ಥ ದತ್ತಿ ಉಪನ್ಯಾಸ ನಡೆಸಲಾಗುತ್ತಿದೆ. ಕ್ಷೇಮದ ಡೀನ್ ಡಾ.ಸಂದೀಪ್ ರೈ, ಡಾ.ಸತೀಶ್ ಭಂಡಾರಿ, ಶಸ್ತ್ರಚಿಕಿತ್ಸಾ ವಿಭಾಗದ ಮುಖ್ಯಸ್ಥರು, ವೈದ್ಯರು ಮತ್ತು ವಿದ್ಯಾರ್ಥಿಗಳು ಉಪಸ್ಥಿತರಿದ್ದರು. ಡಾ.ಗಿರೀಶ್ ರೈ ಕಾರ್ಯಕ್ರಮ ನಿರೂಪಿಸಿದರು. ಡಾ.ಸುಮಾ ಬಲ್ಲಾಳ್ ವಂದಿಸಿದರು. bbox=[779, 1969, 1017, 2163]
page-number: ೦೭ bbox=[1224, 95, 1264, 137]
story-text: ದಸರಾ ಸಂದರ್ಭ ವಾಹನಗಳ ನಿಲುಗಡೆಗೆ ಅವಕಾಶ ಕಲ್ಪಿಸಿದ ಹಿನ್ನೆಲೆಯಲ್ಲಿ ಮಡಿಕೇರಿಯಲ್ಲಿರುವ ಜನರಲ್ ತಿಮ್ಮಯ್ಯ (ಜಿಲ್ಲಾ) ಕ್ರೀಡಾಂಗಣ ಮಣ್ಣು ಮತ್ತು ಕೆಸರಿನಿಂದ ಕೂಡಿದ್ದು ಗದ್ದೆಯಂತಾಗಿದ್ದು ಕ್ರೀಡಾಪಟುಗಳು, ಕ್ರೀಡಾ ಪ್ರೇಮಿಗಳ ಅಸಮಾಧಾನಕ್ಕೆ ಕಾರಣವಾಗಿದೆ. ದೇಶದ ಹೆಮ್ಮೆಯ ಸೇನಾಧಿಕಾರಿ ಜನರಲ್ ತಿಮ್ಮಯ್ಯ ಅವರ ಹೆಸರನ್ನು ಹೊಂದಿರುವ ಕ್ರೀಡಾ ಇಲಾಖೆ ಮತ್ತು ಜಿಲ್ಲಾಡಳಿತದ ನಿರ್ಲಕ್ಷ್ಯದಿಂದ ಈ ಕ್ರೀಡಾಂಗಣ ಹಾನಿಗೆ ಒಳಗಾಗಿದೆ. ಜಿಲ್ಲಾ ಕ್ರೀಡಾಂಗಣವನ್ನು ಹೊರಗಿನ ಕಾರ್ಯಕ್ರಮಗಳಿಗೆ ಬಳಸುವುದನ್ನು ಕ್ರೀಡಾಪಟುಗಳು ವಿರೋಧಿಸಿದ್ದಾರೆ. ಕ್ರೀಡಾಂಗಣದಲ್ಲಿ ಹಲವು ಬಾರಿ ಮಳೆಯಿಂದ ನೀರು ನಿಂತು ಕೆಸರಾಗಿದ್ದು, ಮೈದಾನದಲ್ಲಿ ಹುಲ್ಲು ನಾಶವಾಗಿದೆ. ವಾಹನಗಳ ಓಡಾಟದಿಂದ ದೊಡ್ಡ ಹೊಂಡಗಳು ಸೃಷ್ಟಿಯಾಗಿವೆ. ಹೀಗಾದರೆ ಕ್ರೀಡಾಕೂಟ, ಅಭ್ಯಾಸ ನಡೆಸುವುದು ಹೇಗೆ ಎಂದು ಕ್ರೀಡಾಪಟುಗಳು ಪ್ರಶ್ನಿಸಿದ್ದಾರೆ. ಪ್ರತೀ ವಾರ ಇಲ್ಲಿ ಶಾಲಾ ಕ್ರೀಡಾಕೂಟಗಳು ಆಯೋಜನೆಗೊಳ್ಳುತ್ತಿದ್ದು, ವಿದ್ಯಾರ್ಥಿಗಳು ಸಮಸ್ಯೆ ಎದುರಿಸುತ್ತಿದ್ದಾರೆ. ಸಂಬಂಧಪಟ್ಟ ಇಲಾಖೆ ತಕ್ಷಣ ಕ್ರೀಡಾಂಗಣ ದುರಸ್ತಿಗೆ ಕ್ರಮ ಕೈಗೊಳ್ಳಬೇಕು. ಮುಂದಿನ ದಿನಗಳಲ್ಲಿ ಕ್ರೀಡಾಂಗಣವನ್ನು ವಾಹನ ನಿಲುಗಡೆಗೆ ಬಳಸಬಾರದು ಎಂದು ಒತ್ತಾಯಿಸಿದ್ದಾರೆ. ಕ್ರೀಡಾ ಪಟುಗಳ ಹಿತದೃಷ್ಟಿಯಿಂದ ಶೀಘ್ರ ಕ್ರಮ ಅಗತ್ಯ ಎಂದು ಸಾರ್ವಜನಿಕರು ಆಗ್ರಹಿಸಿದ್ದಾರೆ. ಅದರಲ್ಲೂ ಮಳೆ ಇನ್ನೂ ಸಂಪೂರ್ಣವಾಗಿ ನಿಲ್ಲದಿರುವುದರಿಂದ ಕಾಮಗಾರಿ ತಡವಾಗುವ ಸಾಧ್ಯತೆ ಇದ್ದು, bbox=[932, 712, 1112, 1163]
divider bbox=[335, 1213, 1491, 1215]
photo-figure bbox=[581, 211, 634, 380]
city-label: ಮಂಗಳೂರು bbox=[135, 114, 190, 131]
photo-banner bbox=[1149, 639, 1471, 666]
story-kicker: ಕ್ಷೇಮದಲ್ಲಿ ಡಾ.ಅಮರನಾಥ್ ಹೆಗ್ಡೆ ಸ್ಮರಣಾರ್ಥ ದತ್ತಿ ಉಪನ್ಯಾಸ ಕಾರ್ಯಕ್ರಮ bbox=[890, 1867, 1380, 1891]
sangha-photo-left bbox=[1178, 1313, 1307, 1466]
sidebar-item bbox=[46, 1456, 311, 1688]
stadium-photo bbox=[530, 710, 920, 965]
dateline: ಮುಳ್ಳೇರಿಯ: bbox=[46, 861, 91, 874]
continued-dots: ●●●● bbox=[108, 2343, 201, 2368]
dateline: ಬೆಳ್ತಂಗಡಿ: bbox=[1178, 1481, 1212, 1492]
story-text: ಪ್ರಬಲ ಸಂಕಲ್ಪ ಶಕ್ತಿ ಇದ್ದರೆ ಮಹತ್ವದ ಕಾರ್ಯಗಳು ನಡೆಯುತ್ತವೆ. ಡಾ.ಹೆಡಗೇವಾರ್ ಅವರು ರಾಷ್ಟ್ರೀಯ ಸ್ವಯಂಸೇವಕ ಸಂಘವನ್ನು ಸ್ಥಾಪಿಸುವ ಮೂಲಕ ಹಿಂದೂ ಸಮಾಜಕ್ಕೆ ಶಕ್ತಿ ತುಂಬಿದರು ಎಂದು ಪ್ರಮುಖರು ಹೇಳಿದರು. ಸಂಘದ ಶತಾಬ್ದಿ ಸಂದರ್ಭದಲ್ಲಿ ನಡೆದ ವಿಜಯದಶಮಿ ಉತ್ಸವದಲ್ಲಿ ಮಾತನಾಡಿದ ಅವರು, ಸಂಘ ಸ್ಥಾಪನೆಯ ನಂತರ ಹಿಂದುತ್ವವು ದೇಶಕ್ಕೆ ಶಕ್ತಿಯಾಗಿ ಬೆಳೆದಿದೆ. ಸಂಘದ ಸ್ವಯಂಸೇವಕರು ದೇಶದ ಎಲ್ಲೆಡೆ ಸಮಾಜ ಸೇವೆಯಲ್ಲಿ ತೊಡಗಿದ್ದಾರೆ. ಸಂಘಟನೆ, ಕುಟುಂಬ ಪ್ರಬೋಧನ, ಸಾಮಾಜಿಕ ಸಾಮರಸ್ಯ, ಪರಿಸರ ಸಂರಕ್ಷಣೆ ಹಾಗೂ ಸ್ವದೇಶಿ ಜಾಗರಣ ಮೂಲಕ ಸಮಾಜ ಪರಿವರ್ತನೆಯ ಕಾರ್ಯ ನಡೆಯುತ್ತಿದೆ ಎಂದರು. ಸ್ವಯಂಸೇವಕರಿಂದ ಆಕರ್ಷಕ ಪಥಸಂಚಲನ ನಡೆಯಿತು. ಸಂಘದ ಜಿಲ್ಲಾ ಮತ್ತು ತಾಲೂಕು ಪದಾಧಿಕಾರಿಗಳು, ಸ್ವಯಂಸೇವಕರು, ಮಾತೃಶಕ್ತಿ ಸದಸ್ಯರು ಭಾಗವಹಿಸಿದ್ದರು. bbox=[1178, 1481, 1491, 1638]
story-body bbox=[335, 1470, 780, 1800]
story-kicker: ದಸರಾ ಸಂದರ್ಭ ವಾಹನ ನಿಲುಗಡೆಯಿಂದ ಸಮಸ್ಯೆ : ದೂರು bbox=[509, 578, 938, 605]
photo-flag bbox=[1193, 1321, 1216, 1367]
sidebar-item-headline: ಅಡೂರು - ಮಂಗಳೂರು ಕೆಎಸ್‌ಆರ್‌ಟಿಸಿ ಬಸ್ ಸೇವೆ bbox=[91, 798, 266, 851]
photo-pothole bbox=[576, 864, 668, 917]
photo-banner bbox=[223, 1975, 591, 2021]
shraddhanjali-photo-right bbox=[536, 1305, 780, 1459]
story-kicker: ಮುಡಾರೆ ಫೌಂಡೇಶನ್ ವತಿಯಿಂದ bbox=[799, 1223, 1020, 1247]
story-text: ದಕ್ಷಿಣ ಕನ್ನಡ ಜಿಲ್ಲೆಯ ಪ್ರತಿಷ್ಠಿತ ಶಿಕ್ಷಣ ಸಂಸ್ಥೆಯ ವತಿಯಿಂದ ಎಸ್ಎಸ್ಎಲ್‌ಸಿ ಮತ್ತು ಪಿಯುಸಿ ವಿದ್ಯಾರ್ಥಿಗಳಿಗೆ ಪ್ರತಿಭಾ ಪುರಸ್ಕಾರ ವಿತರಣೆ ಕಾರ್ಯಕ್ರಮ ನಡೆಯಿತು. ಡಾ.ಆರ್.ಕುಮಾರ್ ಮುಖ್ಯ ಅತಿಥಿಗಳಾಗಿ ಭಾಗವಹಿಸಿದ್ದರು. ವಿದ್ಯಾರ್ಥಿಗಳು ಪ್ರತಿಭೆಯನ್ನು ಸದುಪಯೋಗಪಡಿಸಿಕೊಂಡು ಉತ್ತಮ ಸಾಧನೆ ಮಾಡಬೇಕು ಎಂದರು. ಯಶ್ ಪಾಲ್ ಹಾಗೂ ಯಶ್ವಾಲ್ ಅವರು ಶುಭ ಹಾರೈಸಿದರು. ಕಾರ್ಯಕ್ರಮದಲ್ಲಿ 67 ವಿದ್ಯಾರ್ಥಿಗಳಿಗೆ ಪ್ರತಿಭಾ ಪುರಸ್ಕಾರ ವಿತರಿಸಲಾಯಿತು. ಸಂಸ್ಥೆಯ ಅಧ್ಯಕ್ಷ ಜಿ.ಕೆ.ರಮೇಶ್, ಕಾರ್ಯದರ್ಶಿ, ಶಿಕ್ಷಕರು ಮತ್ತು ಪೋಷಕರು ಉಪಸ್ಥಿತರಿದ್ದರು. ಶಿಕ್ಷಕಿ ಸುಮನಾ ನಿರೂಪಿಸಿದರು. ರಾಜಶೇಖರ್ ರಾವ್ ಕೆ. ಸ್ವಾಗತಿಸಿದರು. ಕಾರ್ಯಕ್ರಮವನ್ನು ಗೋಪಾಲ್ ಶ್ರೀಯಾನ್ ವಂದಿಸಿದರು. bbox=[1133, 798, 1491, 928]
story-kicker: ಉರ್ವದಲ್ಲಿ ಮೊನ್ಸಿಂಜರ್ ಲೆಸ್ಲಿ ಎಫ್ ಶೆಣೈ ವಿದ್ಯಾರ್ಥಿ ವೇತನ ವಿತರಣೆ bbox=[179, 1867, 626, 1891]
